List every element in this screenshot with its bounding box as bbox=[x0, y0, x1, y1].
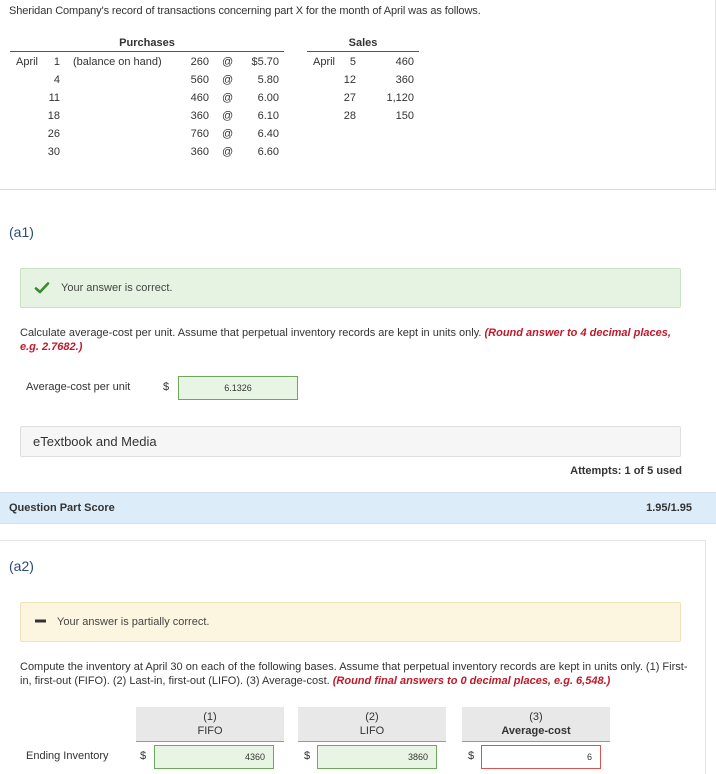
sale-qty: 360 bbox=[395, 74, 414, 86]
purchase-qty: 360 bbox=[190, 110, 209, 122]
sales-header: Sales bbox=[307, 37, 419, 52]
sale-day: 28 bbox=[343, 110, 356, 122]
transactions-panel bbox=[0, 0, 716, 190]
part-a2-label: (a2) bbox=[9, 558, 34, 574]
column-header-lifo bbox=[298, 707, 446, 742]
sale-day: 5 bbox=[349, 56, 356, 68]
purchase-price: 6.10 bbox=[257, 110, 279, 122]
purchase-qty: 560 bbox=[190, 74, 209, 86]
purchase-month: April bbox=[16, 56, 39, 68]
etextbook-media-button[interactable]: eTextbook and Media bbox=[20, 426, 681, 457]
purchase-day: 11 bbox=[48, 92, 60, 104]
purchase-price: 6.00 bbox=[257, 92, 279, 104]
score-label: Question Part Score bbox=[9, 502, 115, 514]
part-a1-label: (a1) bbox=[9, 224, 34, 240]
average-cost-inventory-input[interactable]: 6 bbox=[481, 745, 601, 769]
currency-symbol: $ bbox=[468, 750, 475, 762]
column-number: (1) bbox=[203, 711, 217, 723]
column-number: (3) bbox=[529, 711, 543, 723]
purchase-price: 6.40 bbox=[257, 128, 279, 140]
at-sign: @ bbox=[222, 110, 234, 122]
currency-symbol: $ bbox=[304, 750, 311, 762]
avg-cost-input[interactable]: 6.1326 bbox=[178, 376, 298, 400]
at-sign: @ bbox=[222, 128, 234, 140]
column-name: Average-cost bbox=[501, 725, 571, 737]
currency-symbol: $ bbox=[140, 750, 147, 762]
a1-question-hint: (Round answer to 4 decimal places, e.g. 2.7682.) bbox=[20, 327, 671, 353]
purchase-qty: 460 bbox=[190, 92, 209, 104]
a2-question bbox=[20, 660, 688, 688]
purchase-day: 26 bbox=[47, 128, 60, 140]
purchase-day: 30 bbox=[47, 146, 60, 158]
check-icon bbox=[33, 279, 51, 297]
ending-inventory-label: Ending Inventory bbox=[26, 750, 109, 762]
purchase-qty: 360 bbox=[190, 146, 209, 158]
dash-icon bbox=[34, 614, 52, 632]
column-header-average-cost bbox=[462, 707, 610, 742]
a2-status-banner bbox=[20, 602, 681, 642]
purchase-desc: (balance on hand) bbox=[73, 56, 162, 68]
purchase-qty: 260 bbox=[190, 56, 209, 68]
sale-day: 27 bbox=[343, 92, 356, 104]
fifo-inventory-input[interactable]: 4360 bbox=[154, 745, 274, 769]
a2-question-hint: (Round final answers to 0 decimal places, e.g. 6,548.) bbox=[332, 675, 611, 687]
a1-question bbox=[20, 326, 688, 354]
purchase-day: 18 bbox=[47, 110, 60, 122]
at-sign: @ bbox=[222, 146, 234, 158]
a1-status-text: Your answer is correct. bbox=[61, 282, 173, 294]
column-number: (2) bbox=[365, 711, 379, 723]
attempts-counter: Attempts: 1 of 5 used bbox=[570, 465, 682, 477]
column-name: FIFO bbox=[197, 725, 223, 737]
purchase-price: 5.80 bbox=[257, 74, 279, 86]
purchases-header: Purchases bbox=[10, 37, 284, 52]
sale-qty: 150 bbox=[395, 110, 414, 122]
purchase-price: $5.70 bbox=[251, 56, 279, 68]
intro-text: Sheridan Company's record of transactions concerning part X for the month of April was as follows. bbox=[9, 5, 481, 17]
a1-status-banner bbox=[20, 268, 681, 308]
a2-question-text: Compute the inventory at April 30 on each of the following bases. Assume that perpetual inventory records are kept in units only. (1) First-in, first-out (FIFO). (2) Last-in, first-out (LIFO). (3) Average-cost. bbox=[20, 661, 688, 687]
at-sign: @ bbox=[222, 92, 234, 104]
sale-day: 12 bbox=[343, 74, 356, 86]
currency-symbol: $ bbox=[163, 381, 170, 393]
a1-question-text: Calculate average-cost per unit. Assume that perpetual inventory records are kept in units only. bbox=[20, 327, 485, 339]
purchase-day: 4 bbox=[53, 74, 60, 86]
lifo-inventory-input[interactable]: 3860 bbox=[317, 745, 437, 769]
sale-month: April bbox=[313, 56, 336, 68]
purchase-price: 6.60 bbox=[257, 146, 279, 158]
column-name: LIFO bbox=[359, 725, 385, 737]
at-sign: @ bbox=[222, 74, 234, 86]
avg-cost-label: Average-cost per unit bbox=[26, 381, 131, 393]
sale-qty: 1,120 bbox=[386, 92, 414, 104]
sale-qty: 460 bbox=[395, 56, 414, 68]
column-header-fifo bbox=[136, 707, 284, 742]
at-sign: @ bbox=[222, 56, 234, 68]
score-value: 1.95/1.95 bbox=[646, 502, 692, 514]
purchase-day: 1 bbox=[53, 56, 60, 68]
purchase-qty: 760 bbox=[190, 128, 209, 140]
a2-status-text: Your answer is partially correct. bbox=[57, 616, 210, 628]
question-part-score-bar bbox=[0, 492, 716, 524]
